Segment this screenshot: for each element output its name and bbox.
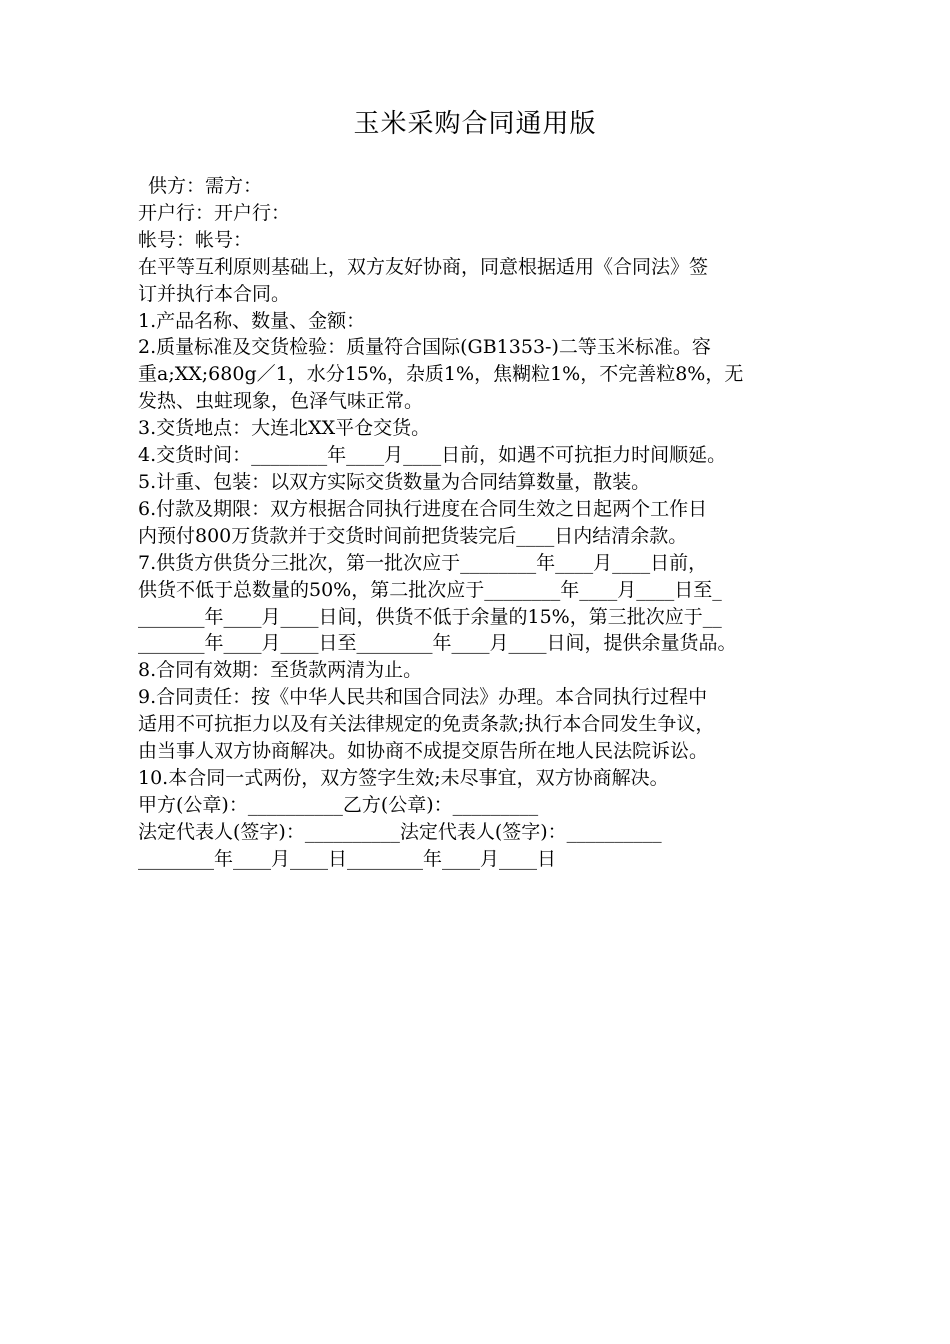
clause-9-line: 适用不可抗拒力以及有关法律规定的免责条款;执行本合同发生争议， <box>138 713 715 736</box>
clause-4-line: 4.交货时间：________年____月____日前，如遇不可抗拒力时间顺延。 <box>138 444 727 467</box>
clause-9-line: 9.合同责任：按《中华人民共和国合同法》办理。本合同执行过程中 <box>138 686 708 709</box>
account-line: 帐号：帐号： <box>138 228 253 251</box>
clause-7-line: 供货不低于总数量的50%，第二批次应于________年____月____日至_ <box>138 578 722 601</box>
clause-2-line: 2.质量标准及交货检验：质量符合国际(GB1353-)二等玉米标准。容 <box>138 336 711 359</box>
preamble-line: 订并执行本合同。 <box>138 282 291 305</box>
seal-line: 甲方(公章)：__________乙方(公章)：_________ <box>138 793 539 816</box>
clause-5-line: 5.计重、包装：以双方实际交货数量为合同结算数量，散装。 <box>138 470 651 493</box>
clause-3-line: 3.交货地点：大连北XX平仓交货。 <box>138 417 431 440</box>
parties-line: 供方：需方： <box>148 175 263 197</box>
clause-6-line: 6.付款及期限：双方根据合同执行进度在合同生效之日起两个工作日 <box>138 497 708 520</box>
preamble-line: 在平等互利原则基础上，双方友好协商，同意根据适用《合同法》签 <box>138 255 709 278</box>
document-title: 玉米采购合同通用版 <box>353 109 597 139</box>
clause-2-line: 重a;XX;680g／1，水分15%，杂质1%，焦糊粒1%，不完善粒8%，无 <box>138 363 744 386</box>
clause-10-line: 10.本合同一式两份，双方签字生效;未尽事宜，双方协商解决。 <box>138 766 669 789</box>
date-line: ________年____月____日________年____月____日 <box>138 847 557 870</box>
clause-7-line: _______年____月____日至________年____月____日间，提供余量货品。 <box>138 632 737 655</box>
contract-body <box>138 173 828 873</box>
clause-1-line: 1.产品名称、数量、金额： <box>138 309 366 332</box>
clause-6-line: 内预付800万货款并于交货时间前把货装完后____日内结清余款。 <box>138 524 688 547</box>
clause-2-line: 发热、虫蛀现象，色泽气味正常。 <box>138 390 424 413</box>
bank-line: 开户行：开户行： <box>138 201 291 224</box>
clause-7-line: _______年____月____日间，供货不低于余量的15%，第三批次应于__ <box>138 605 722 628</box>
clause-8-line: 8.合同有效期：至货款两清为止。 <box>138 659 423 682</box>
clause-9-line: 由当事人双方协商解决。如协商不成提交原告所在地人民法院诉讼。 <box>138 740 709 763</box>
signature-line: 法定代表人(签字)：__________法定代表人(签字)：__________ <box>138 820 662 843</box>
clause-7-line: 7.供货方供货分三批次，第一批次应于________年____月____日前， <box>138 551 708 574</box>
